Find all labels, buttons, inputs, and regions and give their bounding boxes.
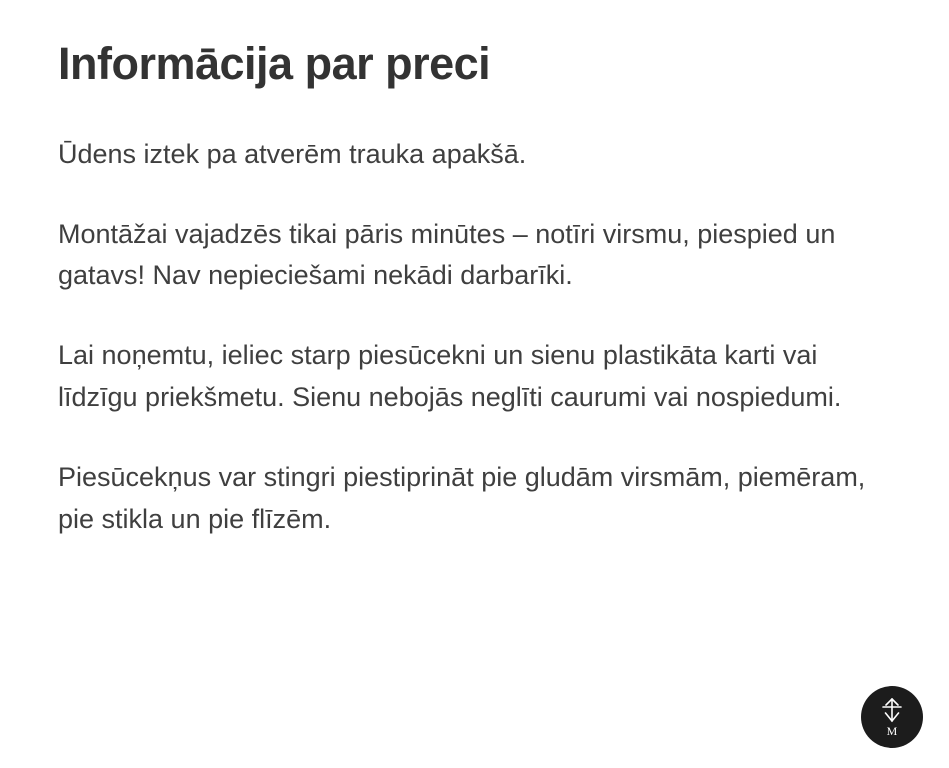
monogram-logo-icon bbox=[861, 686, 923, 748]
info-paragraph-3: Lai noņemtu, ieliec starp piesūcekni un sienu plastikāta karti vai līdzīgu priekšmetu. Sienu nebojās neglīti caurumi vai nospiedumi. bbox=[58, 340, 842, 413]
info-paragraph-1: Ūdens iztek pa atverēm trauka apakšā. bbox=[58, 138, 527, 169]
info-paragraph-4: Piesūcekņus var stingri piestiprināt pie gludām virsmām, piemēram, pie stikla un pie flīzēm. bbox=[58, 461, 866, 534]
info-paragraph-2: Montāžai vajadzēs tikai pāris minūtes – notīri virsmu, piespied un gatavs! Nav nepieciešami nekādi darbarīki. bbox=[58, 218, 836, 291]
monogram-letter: M bbox=[886, 724, 898, 738]
page-title: Informācija par preci bbox=[58, 38, 491, 89]
